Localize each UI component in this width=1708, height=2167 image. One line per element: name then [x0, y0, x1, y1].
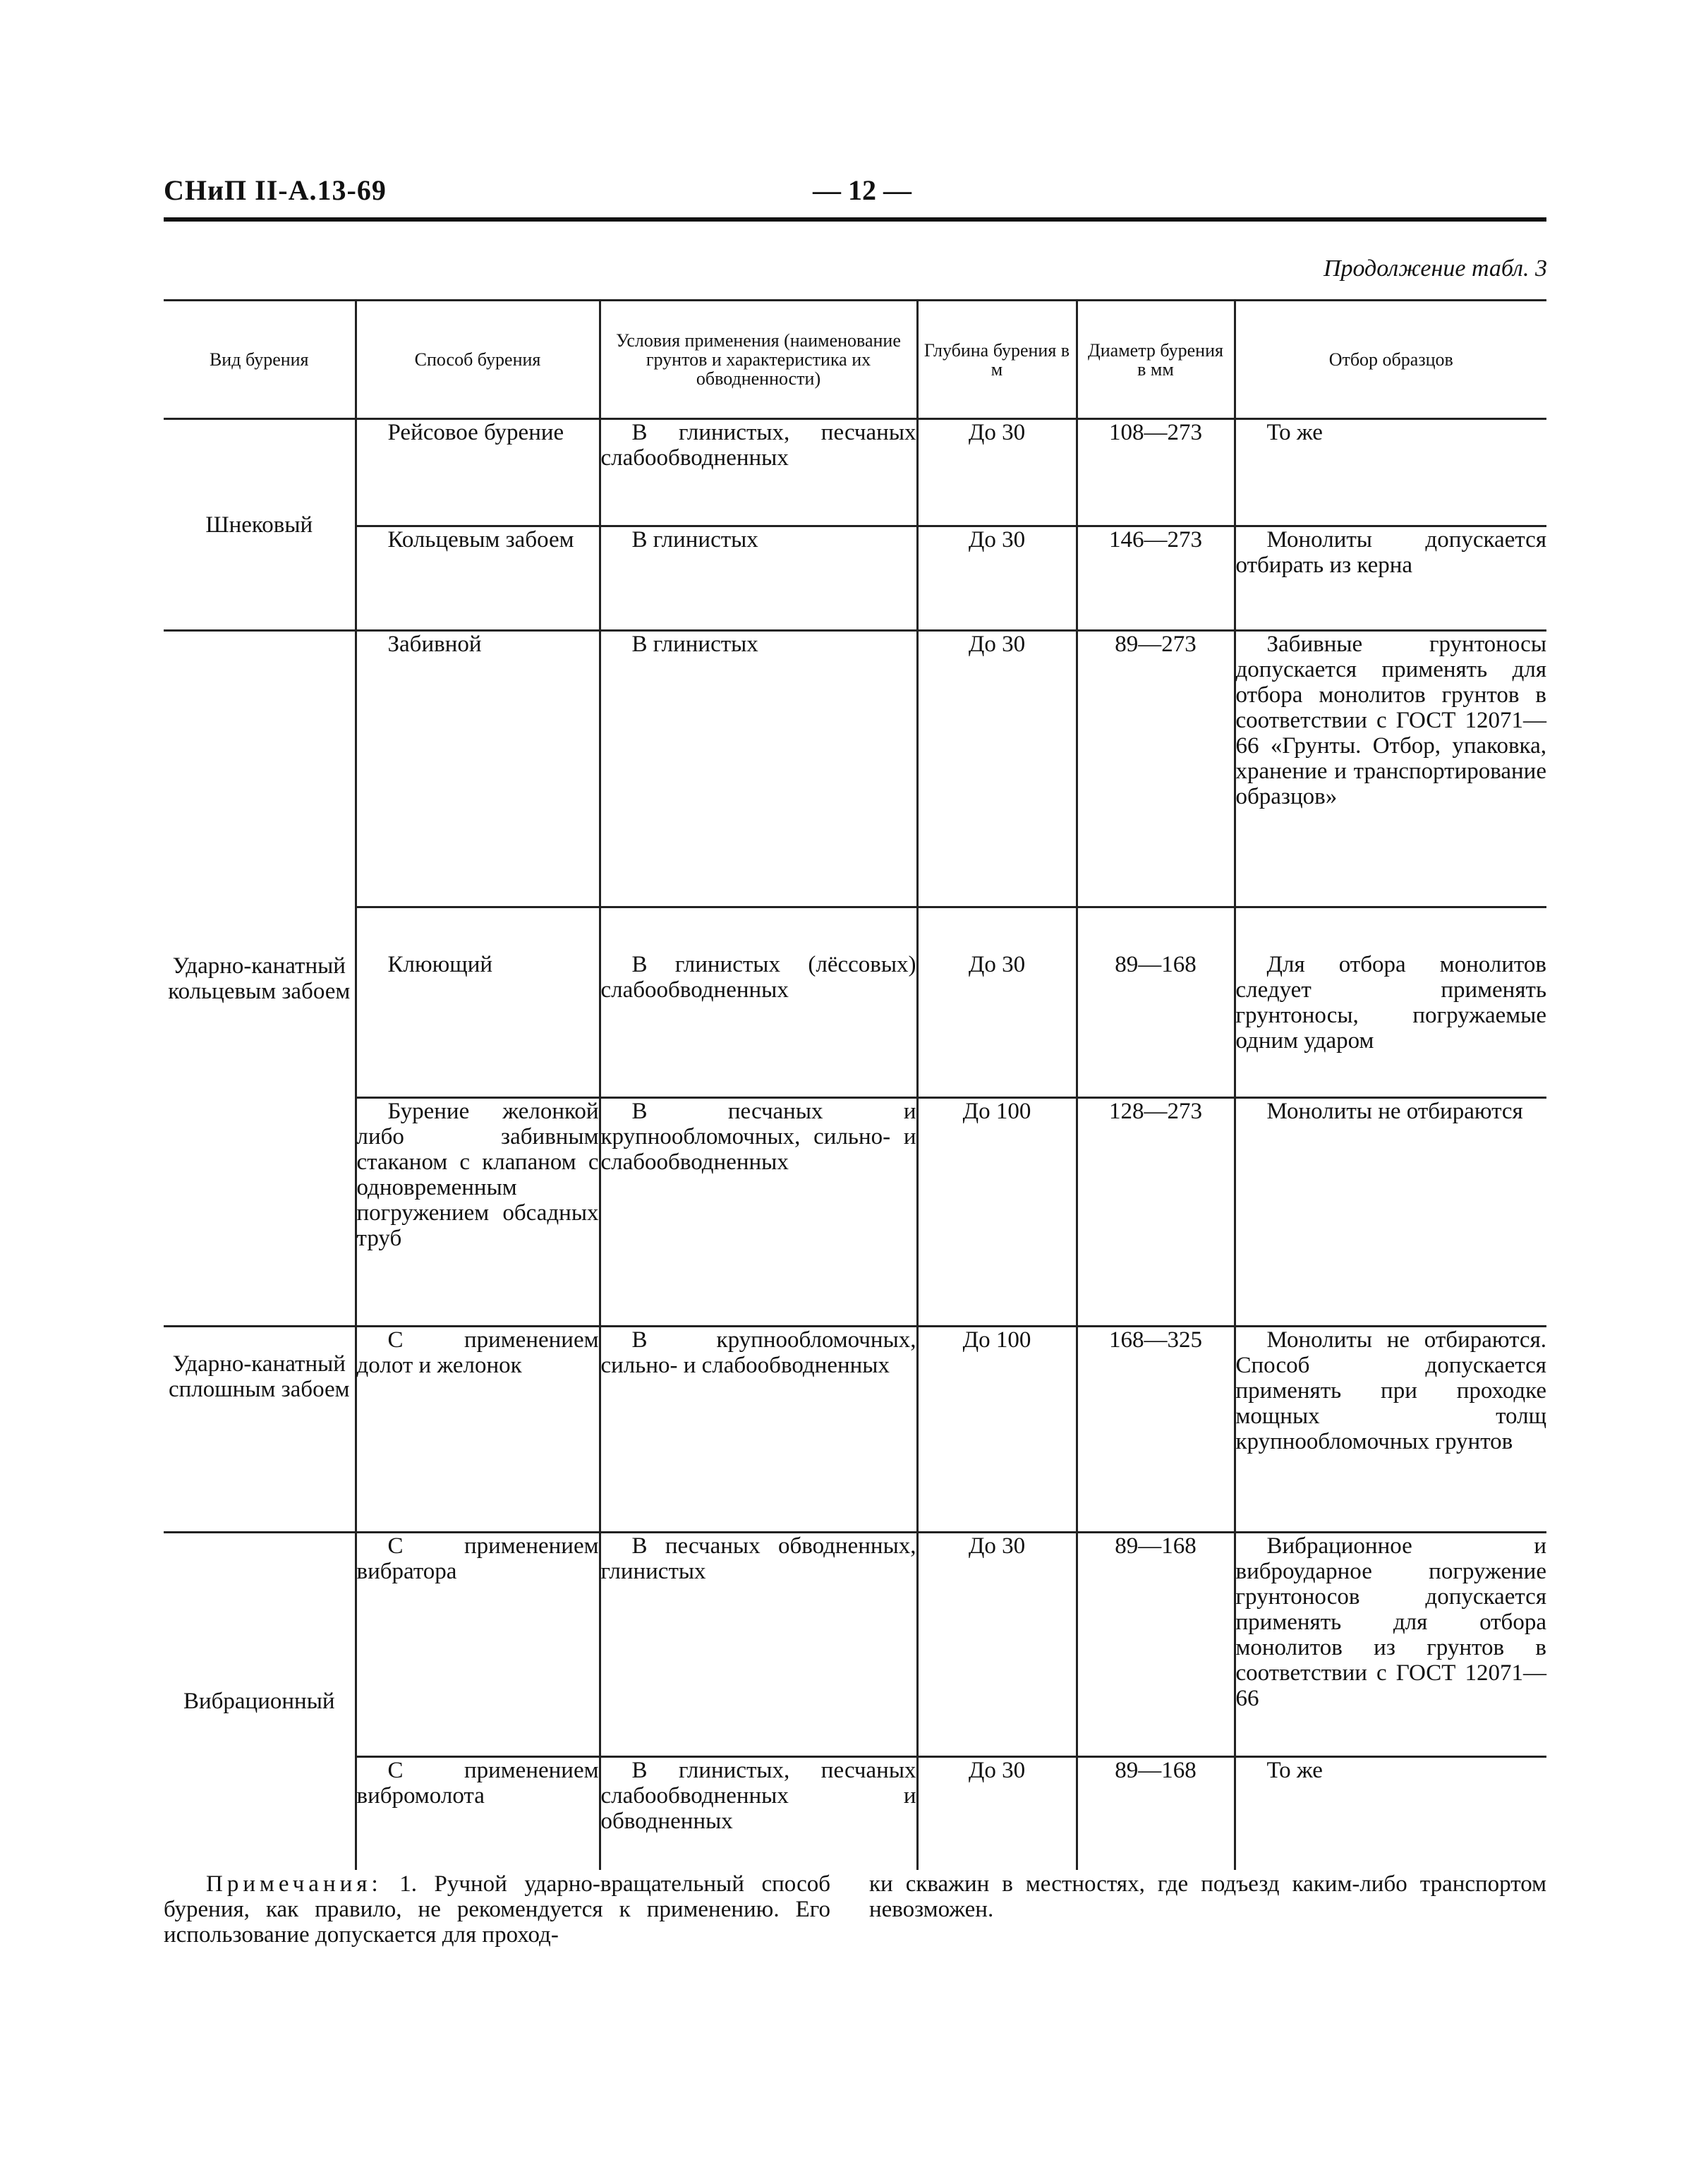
table-row: [164, 1098, 1546, 1327]
samples-cell: Забивные грунтоносы допускается применять для отбора монолитов грунтов в соответствии с ГОСТ 12071—66 «Грунты. Отбор, упаковка, хранение и транспортирование образцов»: [1235, 631, 1546, 907]
table-row: [164, 1327, 1546, 1533]
column-header-depth: Глубина бурения в м: [917, 301, 1077, 419]
depth-cell: До 100: [917, 1327, 1077, 1533]
conditions-cell: В глинистых (лёссовых) слабообводненных: [600, 907, 917, 1098]
table-row: [164, 1757, 1546, 1870]
diameter-cell: 108—273: [1077, 419, 1235, 526]
depth-cell: До 30: [917, 1533, 1077, 1757]
samples-cell: Монолиты не отбираются. Способ допускается применять при проходке мощных толщ крупнообломочных грунтов: [1235, 1327, 1546, 1533]
depth-cell: До 30: [917, 907, 1077, 1098]
depth-cell: До 30: [917, 419, 1077, 526]
conditions-cell: В песчаных обводненных, глинистых: [600, 1533, 917, 1757]
table-row: [164, 419, 1546, 526]
table-row: [164, 1533, 1546, 1757]
conditions-cell: В глинистых: [600, 526, 917, 631]
drilling-type-cell: Вибрационный: [183, 1689, 335, 1715]
conditions-cell: В глинистых, песчаных слабообводненных: [600, 419, 917, 526]
notes-text-left: 1. Ручной ударно-вращательный способ бурения, как правило, не рекомендуется к применению. Его использование допускается для проход-: [164, 1871, 831, 1948]
method-cell: Забивной: [356, 631, 600, 907]
drilling-type-cell: Ударно-канатный сплошным забоем: [164, 1327, 356, 1533]
method-cell: С применением вибратора: [356, 1533, 600, 1757]
diameter-cell: 128—273: [1077, 1098, 1235, 1327]
diameter-cell: 168—325: [1077, 1327, 1235, 1533]
diameter-cell: 89—168: [1077, 1757, 1235, 1870]
diameter-cell: 146—273: [1077, 526, 1235, 631]
page-header: [164, 174, 1546, 216]
document-code: СНиП II-А.13-69: [164, 174, 387, 206]
conditions-cell: В глинистых, песчаных слабообводненных и обводненных: [600, 1757, 917, 1870]
depth-cell: До 30: [917, 631, 1077, 907]
header-rule: [164, 217, 1546, 222]
samples-cell: Вибрационное и виброударное погружение грунтоносов допускается применять для отбора монолитов из грунтов в соответствии с ГОСТ 12071—66: [1235, 1533, 1546, 1757]
method-cell: С применением долот и желонок: [356, 1327, 600, 1533]
method-cell: Кольцевым забоем: [356, 526, 600, 631]
column-header-method: Способ бурения: [356, 301, 600, 419]
drilling-type-cell: Шнековый: [164, 419, 356, 631]
table-caption: Продолжение табл. 3: [1323, 255, 1547, 282]
method-cell: Рейсовое бурение: [356, 419, 600, 526]
table-header-row: [164, 301, 1546, 419]
diameter-cell: 89—168: [1077, 1533, 1235, 1757]
method-cell: С применением вибромолота: [356, 1757, 600, 1870]
samples-cell: Монолиты не отбираются: [1235, 1098, 1546, 1327]
samples-cell: Монолиты допускается отбирать из керна: [1235, 526, 1546, 631]
table-row: [164, 907, 1546, 1098]
samples-cell: То же: [1235, 1757, 1546, 1870]
notes-label: Примечания:: [206, 1871, 382, 1897]
column-header-type: Вид бурения: [164, 301, 356, 419]
notes-text-right: ки скважин в местностях, где подъезд каким-либо транспортом невозможен.: [869, 1871, 1546, 1922]
conditions-cell: В крупнообломочных, сильно- и слабообводненных: [600, 1327, 917, 1533]
samples-cell: Для отбора монолитов следует применять грунтоносы, погружаемые одним ударом: [1235, 907, 1546, 1098]
method-cell: Бурение желонкой либо забивным стаканом с клапаном с одновременным погружением обсадных труб: [356, 1098, 600, 1327]
depth-cell: До 100: [917, 1098, 1077, 1327]
table-row: [164, 526, 1546, 631]
notes-left-column: [164, 1871, 830, 1948]
diameter-cell: 89—168: [1077, 907, 1235, 1098]
column-header-conditions: Условия применения (наименование грунтов и характеристика их обводненности): [600, 301, 917, 419]
conditions-cell: В песчаных и крупнообломочных, сильно- и слабообводненных: [600, 1098, 917, 1327]
method-cell: Клюющий: [356, 907, 600, 1098]
page-number: — 12 —: [813, 174, 911, 206]
table-row: [164, 631, 1546, 907]
samples-cell: То же: [1235, 419, 1546, 526]
column-header-diameter: Диаметр бурения в мм: [1077, 301, 1235, 419]
column-header-samples: Отбор образцов: [1235, 301, 1546, 419]
depth-cell: До 30: [917, 526, 1077, 631]
drilling-methods-table: [164, 299, 1546, 1870]
drilling-type-cell: Ударно-канатный кольцевым забоем: [164, 631, 356, 1327]
diameter-cell: 89—273: [1077, 631, 1235, 907]
depth-cell: До 30: [917, 1757, 1077, 1870]
conditions-cell: В глинистых: [600, 631, 917, 907]
